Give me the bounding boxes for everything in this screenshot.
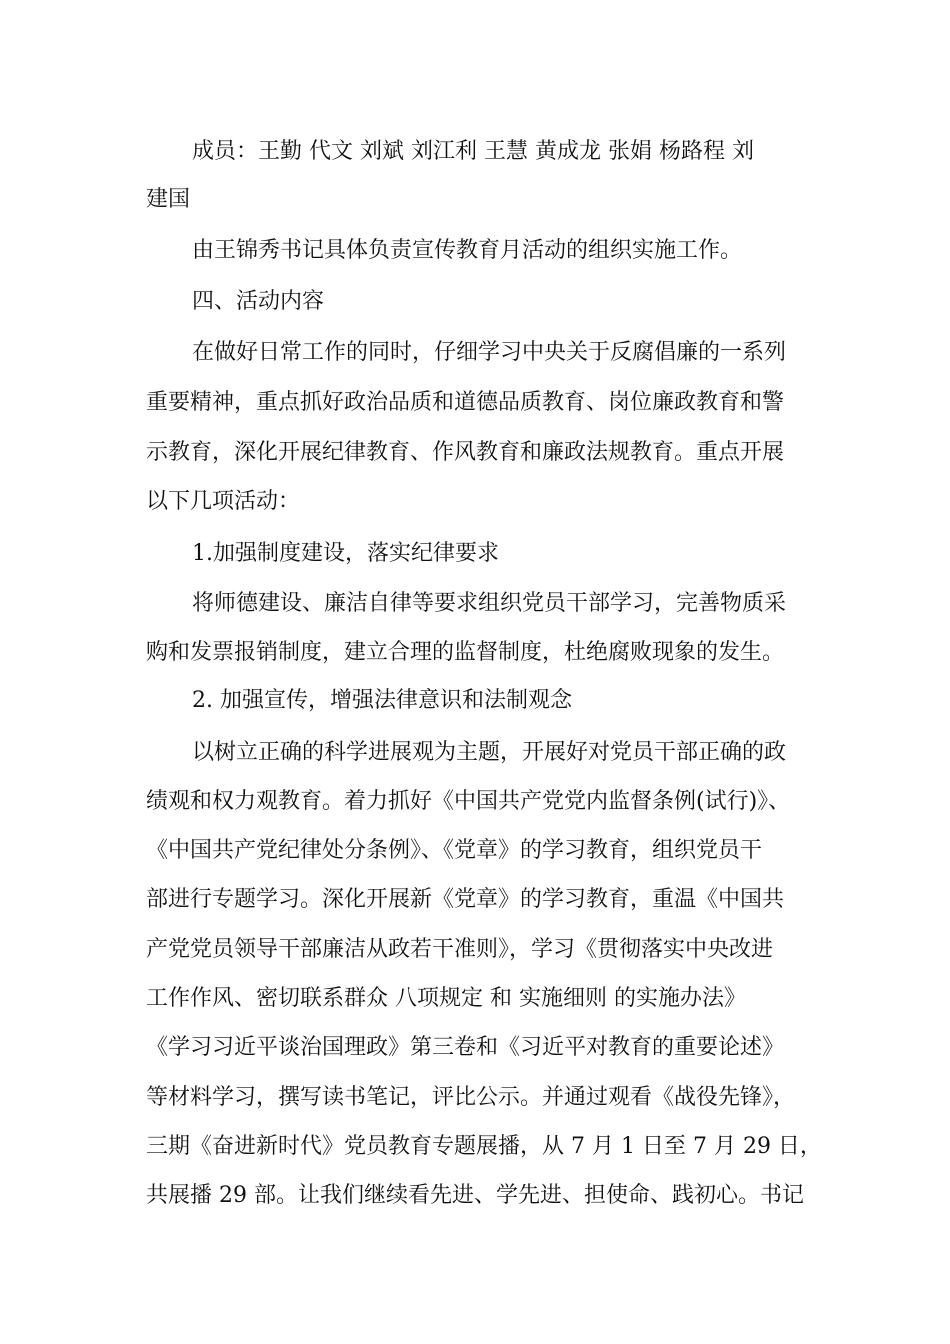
paragraph-line: 共展播 29 部。让我们继续看先进、学先进、担使命、践初心。书记 (146, 1183, 804, 1208)
paragraph-line: 工作作风、密切联系群众 八项规定 和 实施细则 的实施办法》 (146, 986, 746, 1011)
paragraph-line: 示教育，深化开展纪律教育、作风教育和廉政法规教育。重点开展 (146, 440, 785, 465)
paragraph-line: 以树立正确的科学进展观为主题，开展好对党员干部正确的政 (192, 740, 787, 765)
paragraph-line: 部进行专题学习。深化开展新《党章》的学习教育，重温《中国共 (146, 887, 785, 912)
paragraph-line: 等材料学习，撰写读书笔记，评比公示。并通过观看《战役先锋》， (146, 1085, 796, 1110)
paragraph-line: 《中国共产党纪律处分条例》、《党章》的学习教育，组织党员干 (146, 838, 763, 863)
paragraph-line: 三期《奋进新时代》党员教育专题展播，从 7 月 1 日至 7 月 29 日， (146, 1134, 822, 1159)
paragraph-line: 绩观和权力观教育。着力抓好《中国共产党党内监督条例(试行)》、 (146, 789, 791, 814)
paragraph-line: 《学习习近平谈治国理政》第三卷和《习近平对教育的重要论述》 (146, 1035, 785, 1060)
paragraph-line: 产党党员领导干部廉洁从政若干准则》，学习《贯彻落实中央改进 (146, 937, 774, 962)
section-heading-activity-content: 四、活动内容 (192, 289, 325, 314)
subheading-2: 2. 加强宣传，增强法律意识和法制观念 (192, 688, 572, 713)
members-line-continued: 建国 (146, 187, 191, 212)
paragraph-line: 购和发票报销制度，建立合理的监督制度，杜绝腐败现象的发生。 (146, 640, 785, 665)
members-line: 成员：王勤 代文 刘斌 刘江利 王慧 黄成龙 张娟 杨路程 刘 (192, 139, 754, 164)
paragraph-line: 重要精神，重点抓好政治品质和道德品质教育、岗位廉政教育和警 (146, 390, 785, 415)
paragraph-line: 将师德建设、廉洁自律等要求组织党员干部学习，完善物质采 (192, 591, 787, 616)
subheading-1: 1.加强制度建设，落实纪律要求 (192, 541, 499, 566)
paragraph-line: 在做好日常工作的同时，仔细学习中央关于反腐倡廉的一系列 (192, 340, 787, 365)
responsibility-paragraph: 由王锦秀书记具体负责宣传教育月活动的组织实施工作。 (192, 238, 743, 263)
paragraph-line: 以下几项活动： (146, 489, 301, 514)
